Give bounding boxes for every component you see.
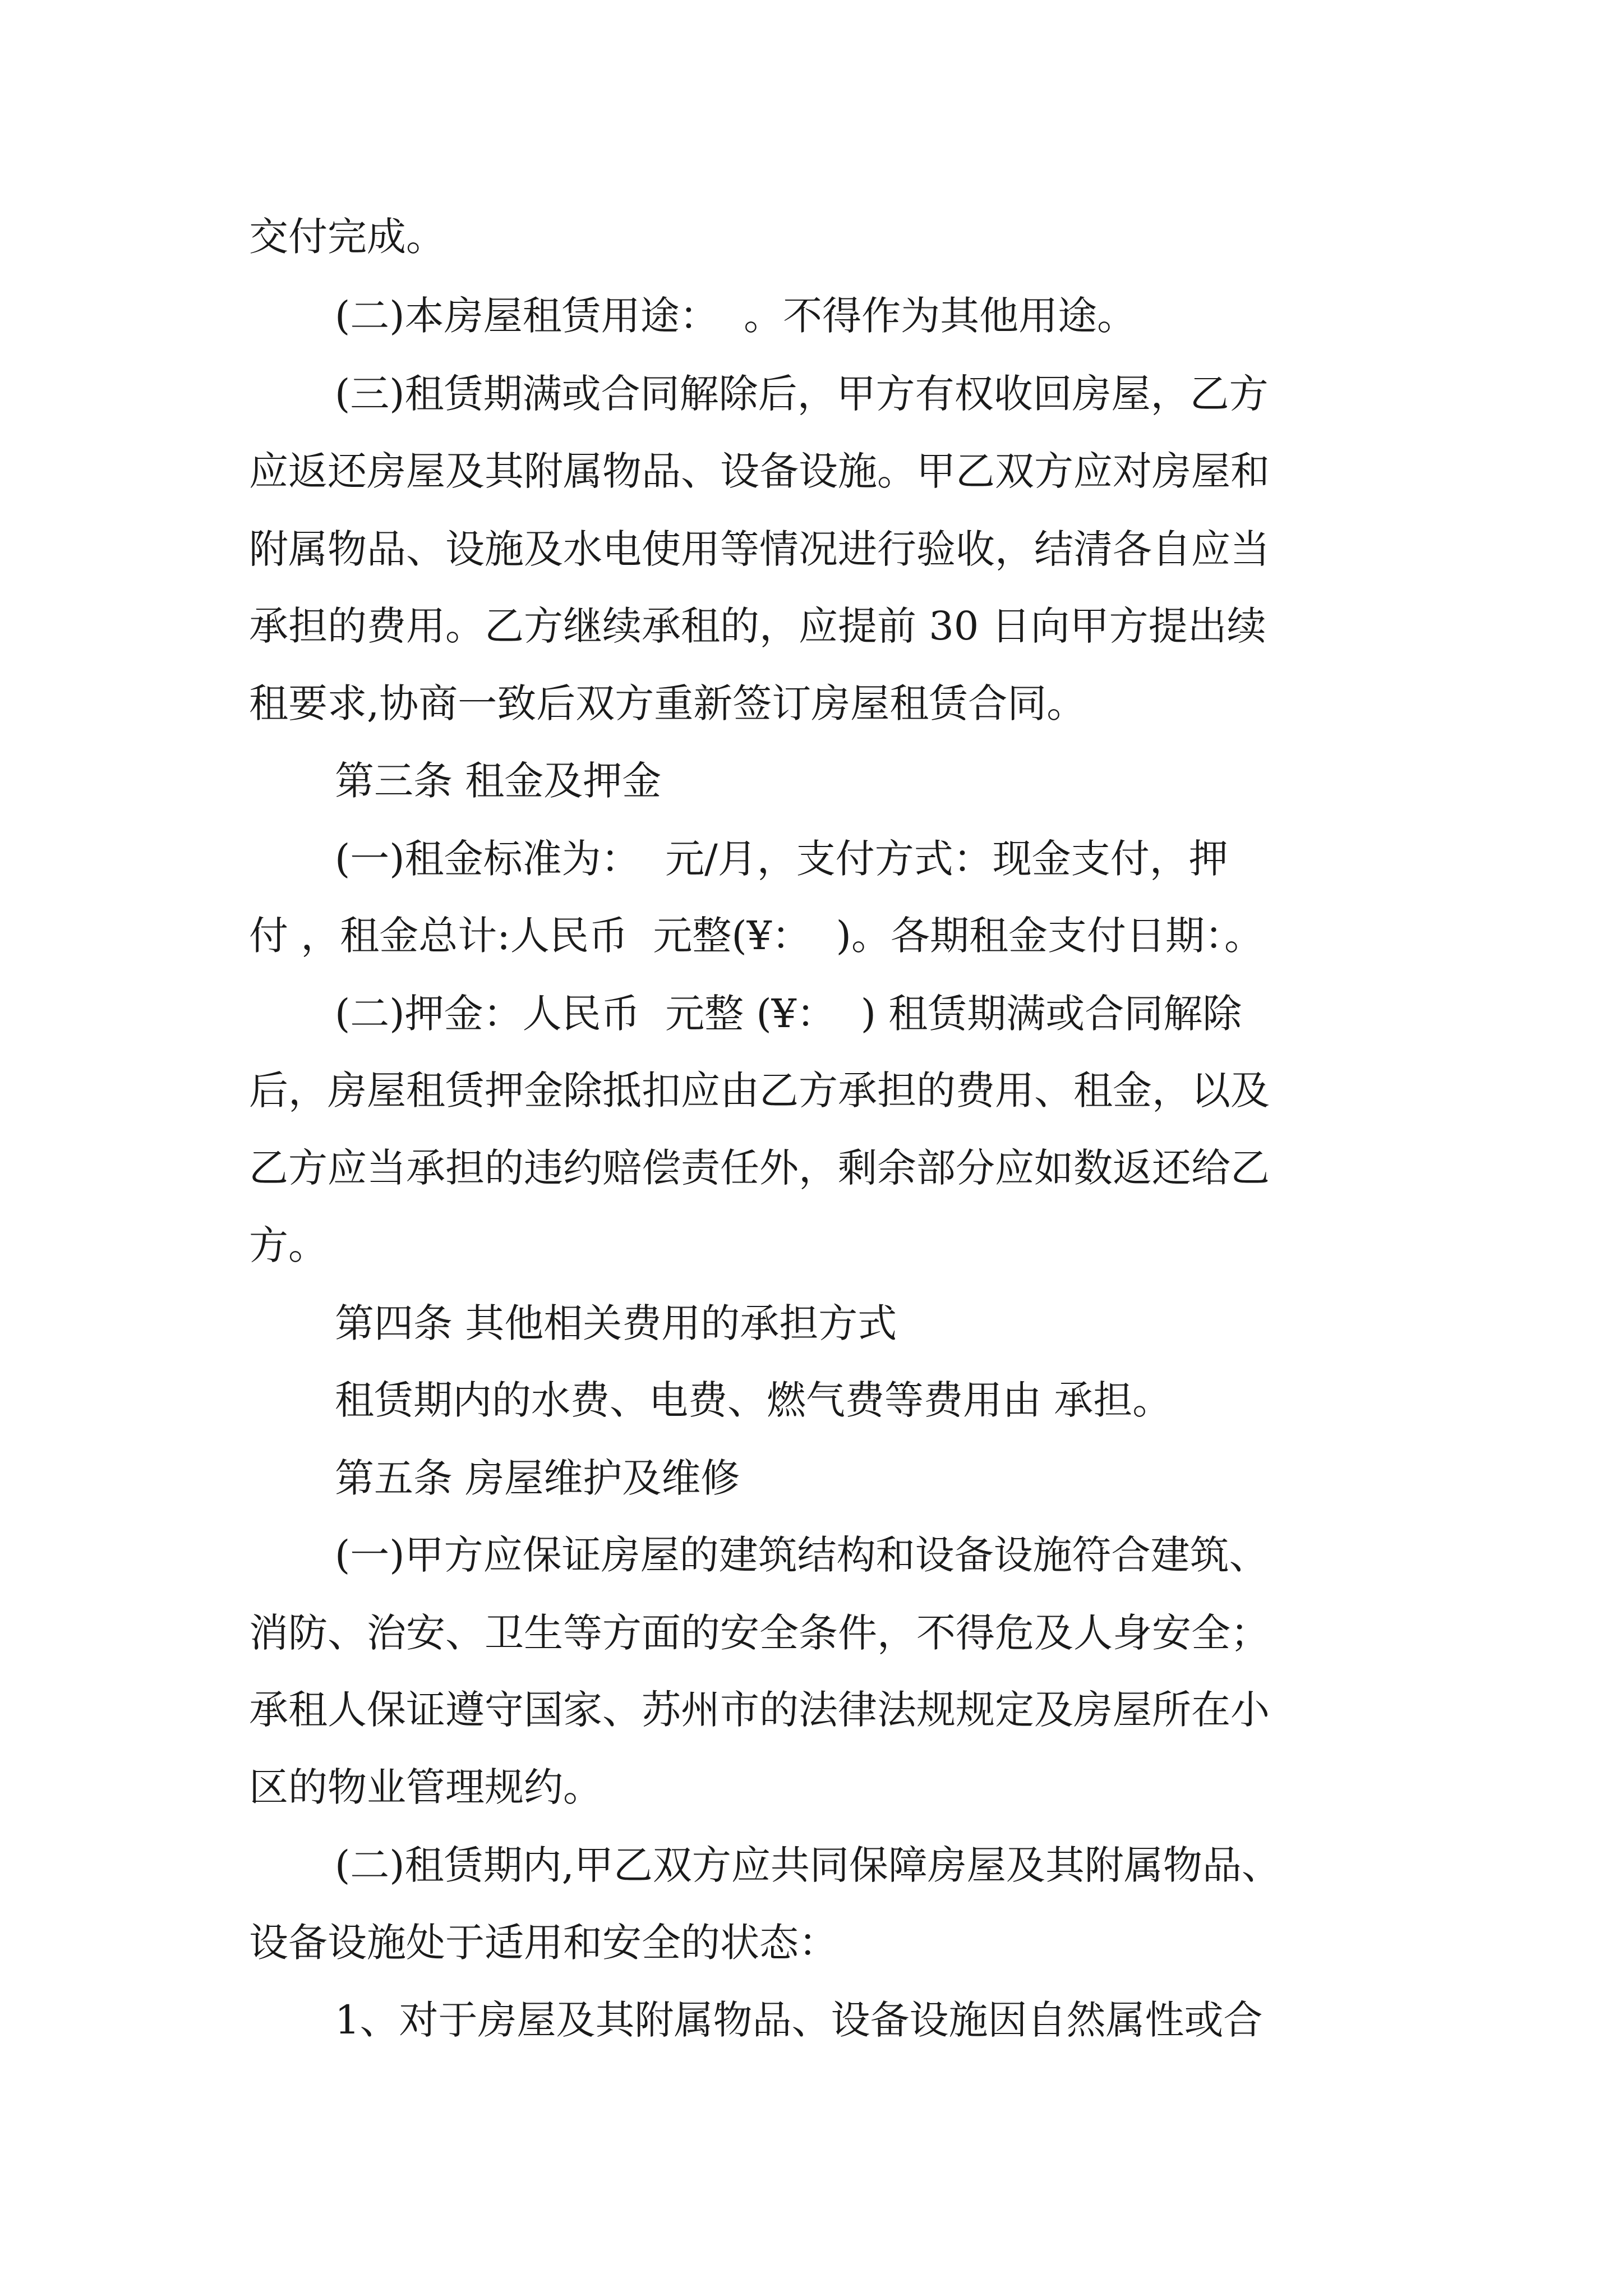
text-line: (三)租赁期满或合同解除后，甲方有权收回房屋，乙方 xyxy=(335,371,1269,417)
text-line: 承担的费用。乙方继续承租的，应提前 30 日向甲方提出续 xyxy=(249,603,1266,649)
text-line: 承租人保证遵守国家、苏州市的法律法规规定及房屋所在小 xyxy=(249,1687,1270,1733)
text-line: (二)押金：人民币 元整 (¥： ) 租赁期满或合同解除 xyxy=(335,991,1242,1037)
section-heading: 第四条 其他相关费用的承担方式 xyxy=(335,1300,897,1346)
text-line: 租赁期内的水费、电费、燃气费等费用由 承担。 xyxy=(335,1377,1172,1423)
text-line: 乙方应当承担的违约赔偿责任外，剩余部分应如数返还给乙 xyxy=(249,1145,1270,1191)
text-line: 消防、治安、卫生等方面的安全条件，不得危及人身安全； xyxy=(249,1610,1270,1656)
text-line: 1、对于房屋及其附属物品、设备设施因自然属性或合 xyxy=(335,1997,1263,2043)
text-line: 方。 xyxy=(249,1222,328,1268)
section-heading: 第五条 房屋维护及维修 xyxy=(335,1455,740,1501)
section-heading: 第三条 租金及押金 xyxy=(335,758,662,804)
text-line: (一)甲方应保证房屋的建筑结构和设备设施符合建筑、 xyxy=(335,1532,1269,1578)
text-line: 附属物品、设施及水电使用等情况进行验收，结清各自应当 xyxy=(249,526,1270,572)
text-line: 租要求,协商一致后双方重新签订房屋租赁合同。 xyxy=(249,680,1086,726)
text-line: (一)租金标准为： 元/月，支付方式：现金支付，押 xyxy=(335,836,1228,882)
text-line: 交付完成。 xyxy=(249,214,445,260)
text-line: 应返还房屋及其附属物品、设备设施。甲乙双方应对房屋和 xyxy=(249,448,1270,494)
text-line: 设备设施处于适用和安全的状态： xyxy=(249,1920,838,1966)
text-line: 区的物业管理规约。 xyxy=(249,1764,602,1810)
text-line: (二)本房屋租赁用途： 。不得作为其他用途。 xyxy=(335,293,1137,339)
text-line: 付 ，租金总计:人民币 元整(¥： )。各期租金支付日期：。 xyxy=(249,913,1264,959)
text-line: 后，房屋租赁押金除抵扣应由乙方承担的费用、租金，以及 xyxy=(249,1068,1270,1114)
text-line: (二)租赁期内,甲乙双方应共同保障房屋及其附属物品、 xyxy=(335,1842,1281,1888)
